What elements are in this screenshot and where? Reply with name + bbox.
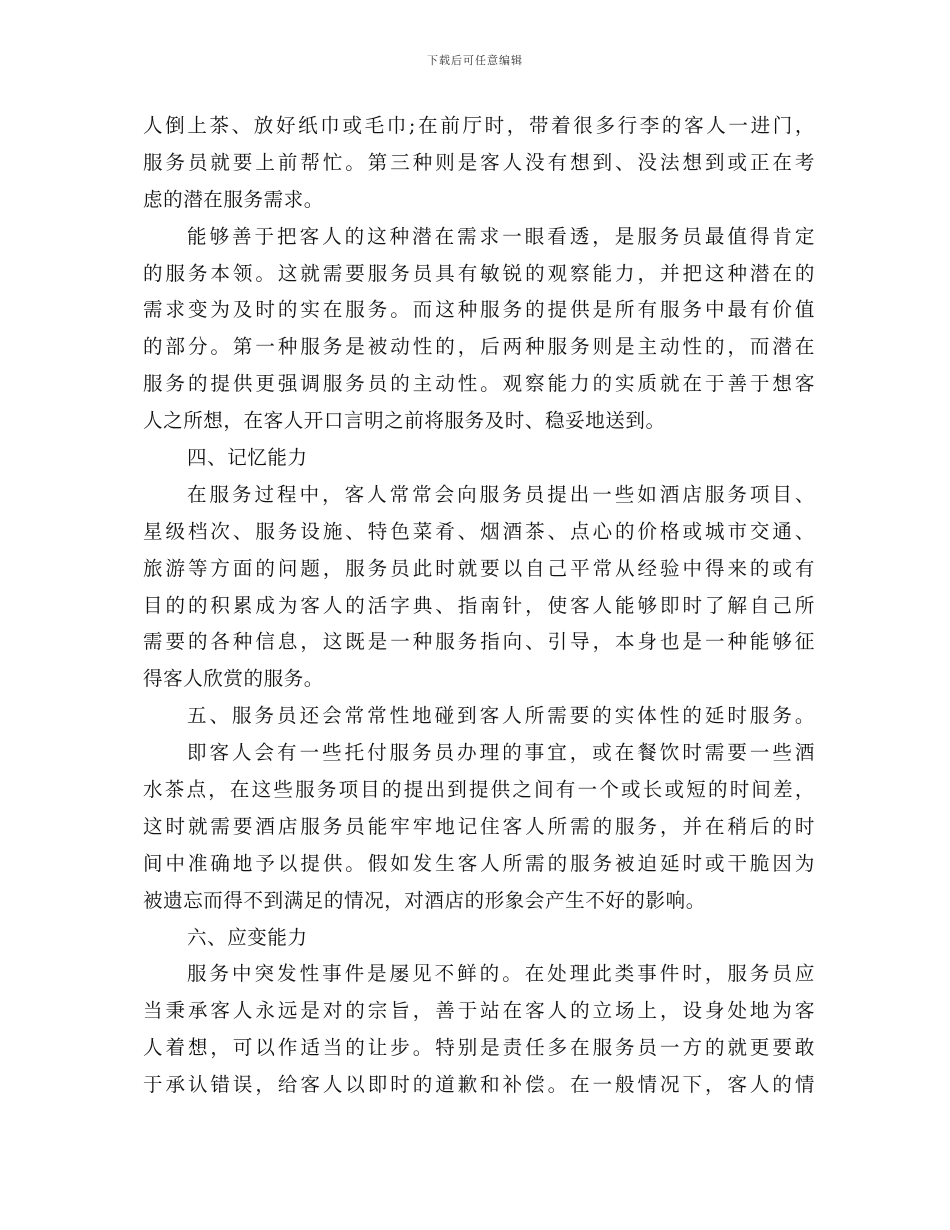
text-line: 旅游等方面的问题，服务员此时就要以自己平常从经验中得来的或有: [143, 556, 815, 580]
text-line: 能够善于把客人的这种潜在需求一眼看透，是服务员最值得肯定: [187, 224, 815, 248]
text-line: 服务的提供更强调服务员的主动性。观察能力的实质就在于善于想客: [143, 372, 815, 396]
page-header: 下载后可任意编辑: [427, 54, 523, 67]
text-line: 虑的潜在服务需求。: [143, 187, 324, 211]
text-line: 人着想，可以作适当的让步。特别是责任多在服务员一方的就更要敢: [143, 1036, 815, 1060]
text-line: 即客人会有一些托付服务员办理的事宜，或在餐饮时需要一些酒: [187, 741, 815, 765]
text-line: 需要的各种信息，这既是一种服务指向、引导，本身也是一种能够征: [143, 630, 815, 654]
text-line: 水茶点，在这些服务项目的提出到提供之间有一个或长或短的时间差，: [143, 778, 815, 802]
text-line: 目的的积累成为客人的活字典、指南针，使客人能够即时了解自己所: [143, 593, 815, 617]
text-line: 当秉承客人永远是对的宗旨，善于站在客人的立场上，设身处地为客: [143, 999, 815, 1023]
text-line: 在服务过程中，客人常常会向服务员提出一些如酒店服务项目、: [187, 482, 815, 506]
text-line: 六、应变能力: [187, 925, 308, 949]
text-line: 于承认错误，给客人以即时的道歉和补偿。在一般情况下，客人的情: [143, 1073, 815, 1097]
text-line: 服务员就要上前帮忙。第三种则是客人没有想到、没法想到或正在考: [143, 150, 815, 174]
text-line: 间中准确地予以提供。假如发生客人所需的服务被迫延时或干脆因为: [143, 851, 815, 875]
text-line: 需求变为及时的实在服务。而这种服务的提供是所有服务中最有价值: [143, 298, 815, 322]
text-line: 这时就需要酒店服务员能牢牢地记住客人所需的服务，并在稍后的时: [143, 814, 815, 838]
text-line: 人之所想，在客人开口言明之前将服务及时、稳妥地送到。: [143, 409, 666, 433]
text-line: 人倒上茶、放好纸巾或毛巾;在前厅时，带着很多行李的客人一进门，: [143, 114, 815, 137]
text-line: 得客人欣赏的服务。: [143, 667, 324, 691]
text-line: 服务中突发性事件是屡见不鲜的。在处理此类事件时，服务员应: [187, 962, 815, 986]
document-body: [143, 108, 815, 1104]
text-line: 星级档次、服务设施、特色菜肴、烟酒茶、点心的价格或城市交通、: [143, 519, 815, 543]
text-line: 的部分。第一种服务是被动性的，后两种服务则是主动性的，而潜在: [143, 335, 815, 359]
text-line: 的服务本领。这就需要服务员具有敏锐的观察能力，并把这种潜在的: [143, 261, 815, 285]
text-line: 被遗忘而得不到满足的情况，对酒店的形象会产生不好的影响。: [143, 888, 706, 912]
text-line: 四、记忆能力: [187, 446, 308, 470]
text-line: 五、服务员还会常常性地碰到客人所需要的实体性的延时服务。: [187, 704, 815, 728]
